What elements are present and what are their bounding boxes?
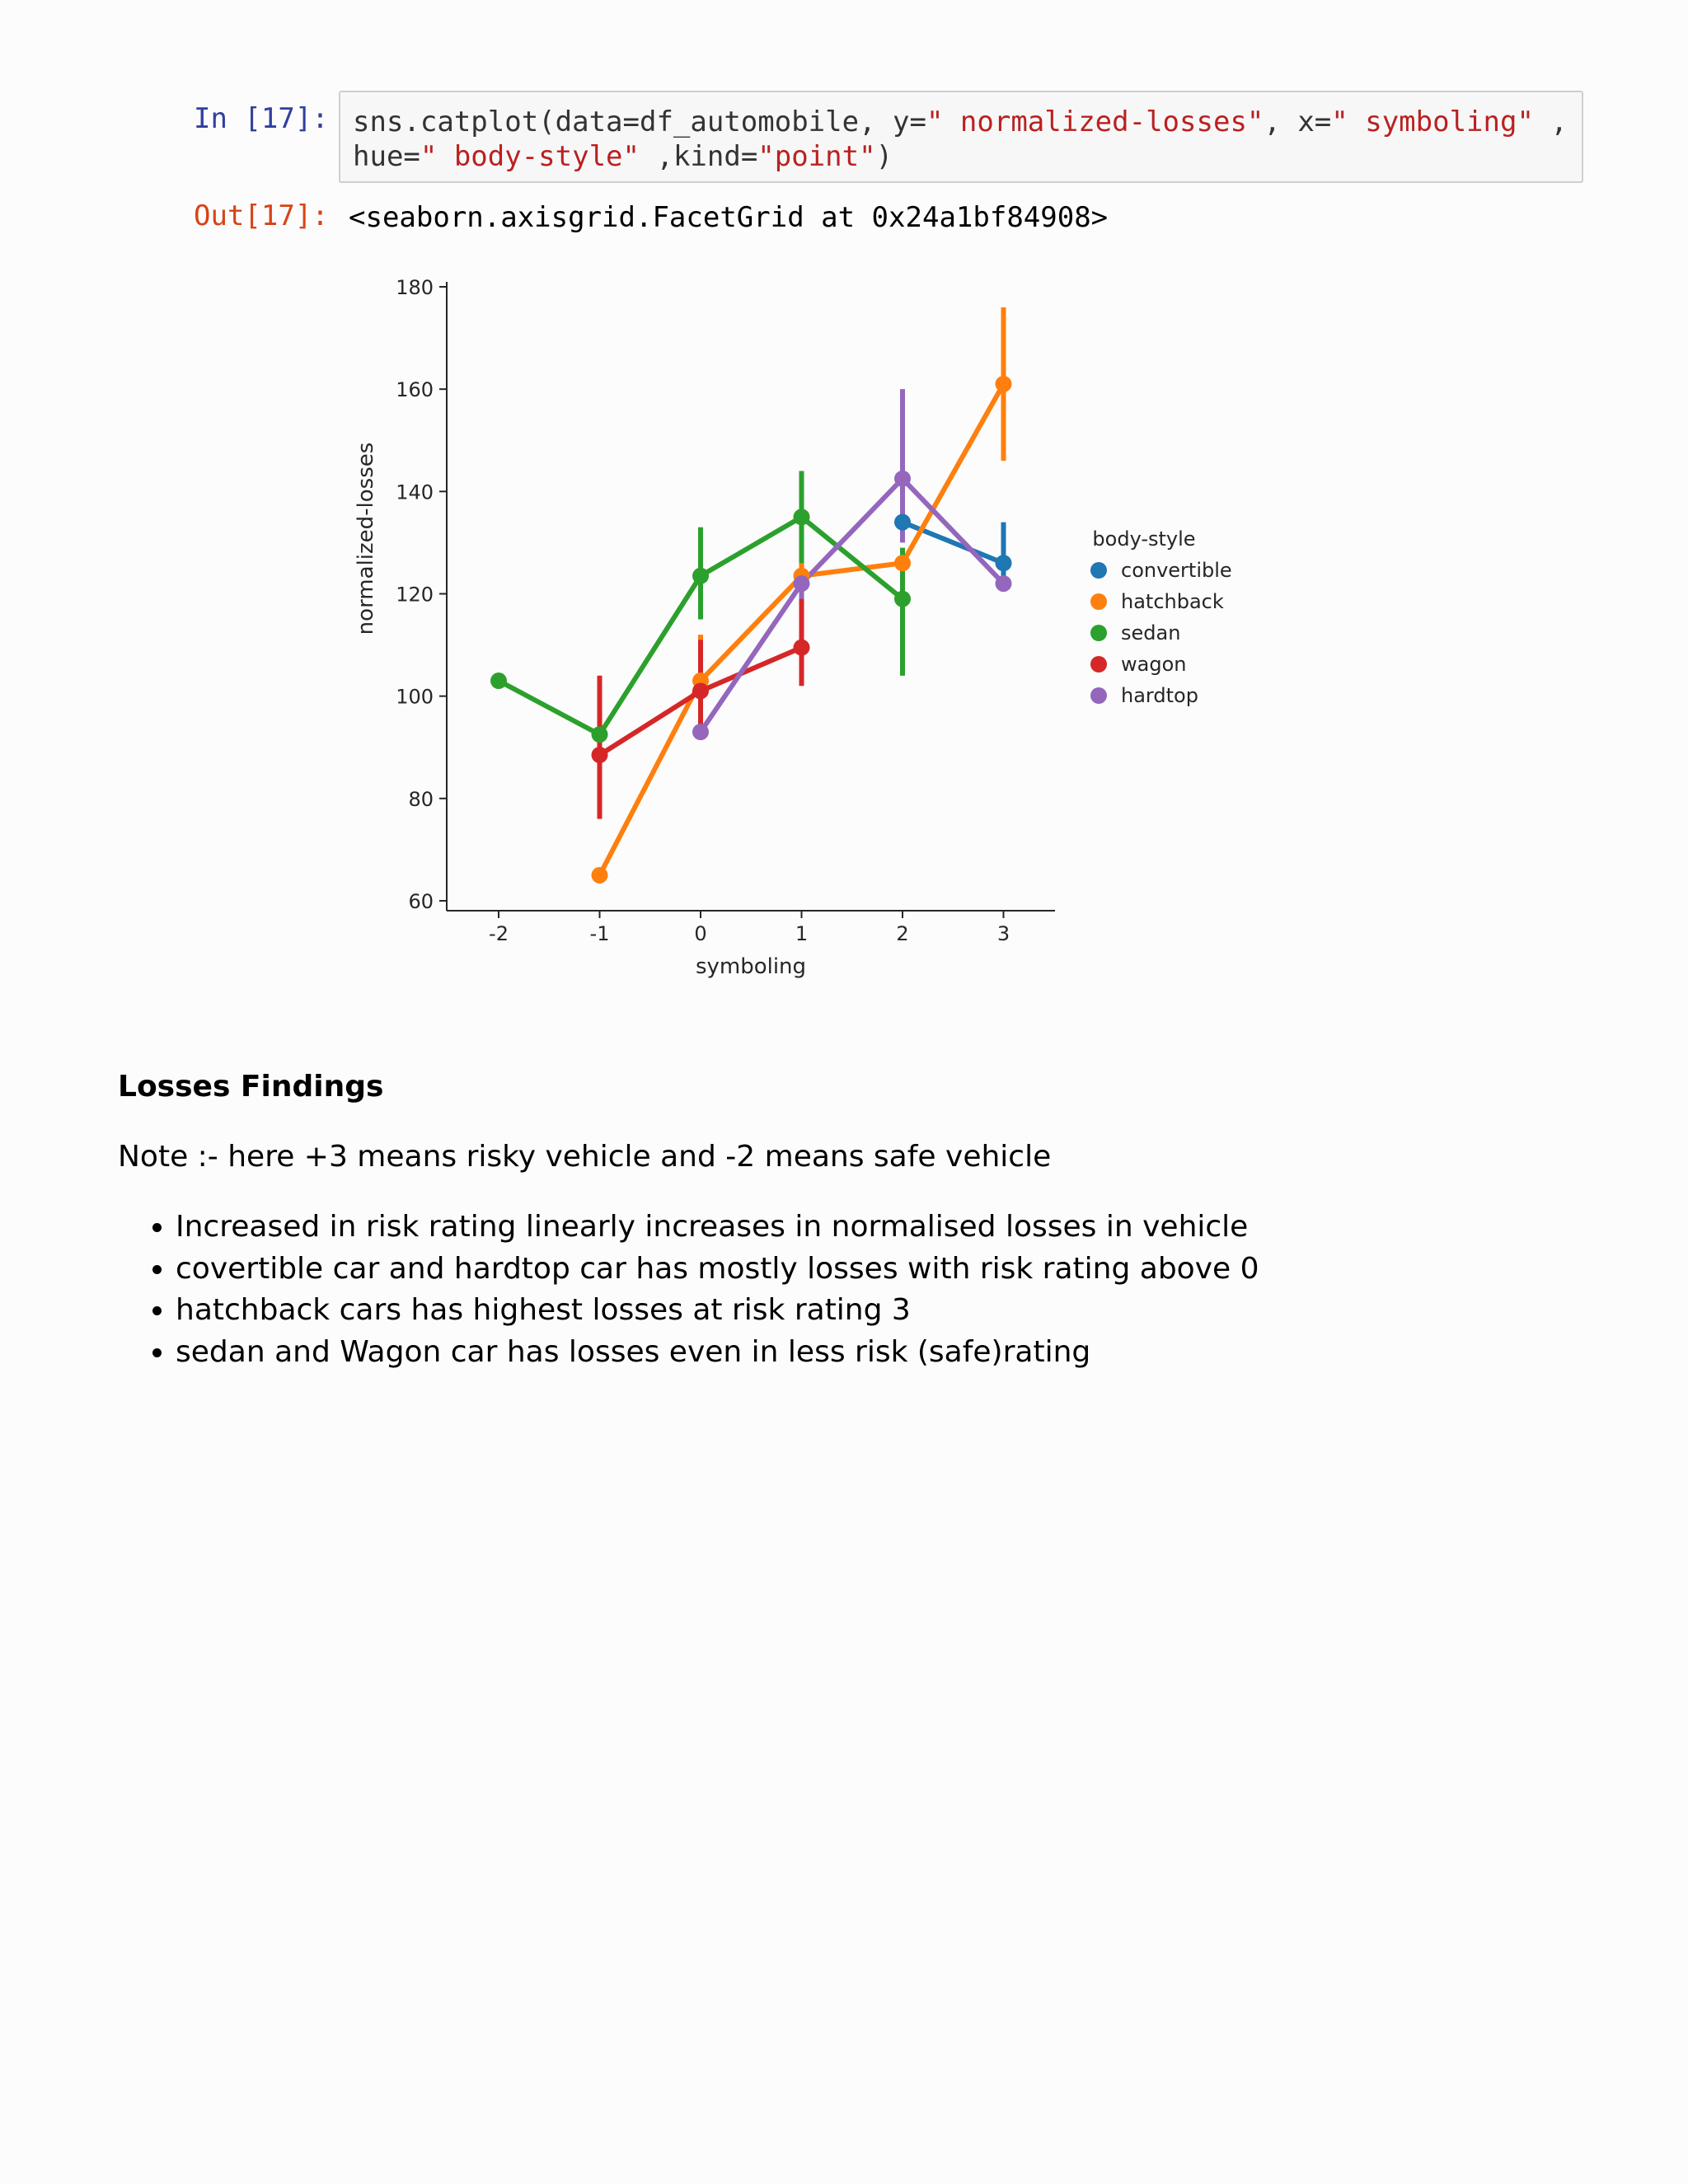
code-line <box>353 140 893 173</box>
legend-marker-sedan <box>1090 625 1107 641</box>
legend-label: wagon <box>1121 653 1187 676</box>
data-point-wagon <box>592 747 608 763</box>
legend-marker-hatchback <box>1090 593 1107 610</box>
list-item: • sedan and Wagon car has losses even in less risk (safe)rating <box>176 1332 1259 1374</box>
y-tick-label: 80 <box>408 787 434 811</box>
y-tick-label: 160 <box>396 378 434 402</box>
legend-marker-wagon <box>1090 656 1107 673</box>
data-point-sedan <box>794 509 810 525</box>
x-axis-label: symboling <box>695 954 807 979</box>
findings-note: Note :- here +3 means risky vehicle and -2 means safe vehicle <box>118 1140 1052 1174</box>
data-point-sedan <box>894 591 911 607</box>
code-string: " body-style" <box>420 140 640 173</box>
input-prompt: In [17]: <box>194 102 329 135</box>
data-point-sedan <box>490 673 507 689</box>
data-point-hatchback <box>996 376 1012 392</box>
y-tick-label: 180 <box>396 276 434 299</box>
data-point-wagon <box>692 682 709 699</box>
list-item: • hatchback cars has highest losses at risk rating 3 <box>176 1290 1259 1332</box>
legend-title: body-style <box>1092 527 1196 551</box>
data-point-convertible <box>996 555 1012 571</box>
code-token: , <box>1533 105 1568 138</box>
data-point-hardtop <box>894 471 911 487</box>
data-point-wagon <box>794 640 810 656</box>
code-token: hue= <box>353 140 420 173</box>
data-point-sedan <box>592 726 608 743</box>
code-string: " normalized-losses" <box>926 105 1264 138</box>
point-plot <box>346 264 1269 989</box>
code-token: , x= <box>1264 105 1332 138</box>
findings-list <box>118 1207 1259 1373</box>
code-token: ) <box>875 140 893 173</box>
data-point-hardtop <box>794 575 810 592</box>
code-line <box>353 105 1568 138</box>
y-tick-label: 120 <box>396 583 434 607</box>
code-string: "point" <box>757 140 876 173</box>
code-token: ,kind= <box>640 140 758 173</box>
data-point-convertible <box>894 514 911 531</box>
x-tick-label: -2 <box>489 922 509 945</box>
x-tick-label: 2 <box>896 922 909 945</box>
legend-label: sedan <box>1121 621 1181 644</box>
output-text: <seaborn.axisgrid.FacetGrid at 0x24a1bf84908> <box>349 201 1109 234</box>
legend-label: convertible <box>1121 559 1232 582</box>
x-tick-label: 1 <box>795 922 809 945</box>
x-tick-label: 3 <box>996 922 1010 945</box>
findings-title: Losses Findings <box>118 1070 384 1104</box>
y-tick-label: 100 <box>396 685 434 709</box>
legend-label: hardtop <box>1121 684 1198 707</box>
y-tick-label: 140 <box>396 480 434 504</box>
code-string: " symboling" <box>1331 105 1534 138</box>
data-point-hatchback <box>592 867 608 883</box>
x-tick-label: 0 <box>694 922 707 945</box>
data-point-sedan <box>692 568 709 584</box>
data-point-hatchback <box>894 555 911 571</box>
code-token: sns.catplot(data=df_automobile, y= <box>353 105 926 138</box>
list-item: • covertible car and hardtop car has mostly losses with risk rating above 0 <box>176 1249 1259 1291</box>
code-cell[interactable] <box>339 91 1583 183</box>
data-point-hardtop <box>692 724 709 740</box>
y-axis-label: normalized-losses <box>354 442 378 635</box>
legend-marker-convertible <box>1090 562 1107 579</box>
data-point-hardtop <box>996 575 1012 592</box>
legend-label: hatchback <box>1121 590 1224 613</box>
x-tick-label: -1 <box>589 922 610 945</box>
series-line-hardtop <box>701 479 1004 732</box>
list-item: • Increased in risk rating linearly increases in normalised losses in vehicle <box>176 1207 1259 1249</box>
legend-marker-hardtop <box>1090 687 1107 704</box>
output-prompt: Out[17]: <box>194 199 329 232</box>
y-tick-label: 60 <box>408 890 434 913</box>
